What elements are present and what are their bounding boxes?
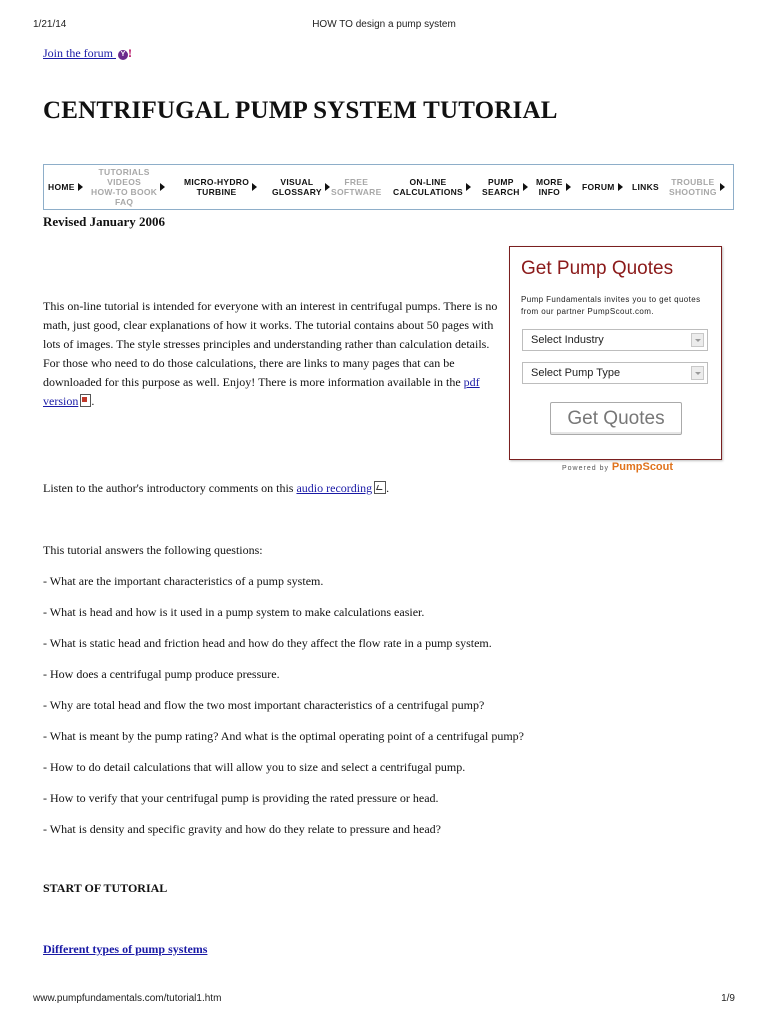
list-item: - What are the important characteristics of a pump system. xyxy=(43,574,324,588)
list-item: - Why are total head and flow the two most important characteristics of a centrifugal pump? xyxy=(43,698,485,712)
print-url: www.pumpfundamentals.com/tutorial1.htm xyxy=(33,993,222,1004)
nav-more-info[interactable] xyxy=(536,165,571,209)
chevron-down-icon xyxy=(691,366,704,380)
quotes-description: Pump Fundamentals invites you to get quotes from our partner PumpScout.com. xyxy=(521,295,701,316)
nav-arrow-icon xyxy=(566,183,571,191)
print-date: 1/21/14 xyxy=(33,19,67,30)
nav-troubleshooting-label: TROUBLE SHOOTING xyxy=(669,177,717,197)
select-pump-type-dropdown[interactable] xyxy=(522,362,708,384)
nav-visual-glossary[interactable] xyxy=(272,165,330,209)
nav-pump-search[interactable] xyxy=(482,165,528,209)
list-item: - What is static head and friction head and how do they affect the flow rate in a pump system. xyxy=(43,636,492,650)
select-industry-value: Select Industry xyxy=(531,334,604,346)
nav-free-software[interactable] xyxy=(331,165,382,209)
pdf-icon xyxy=(80,394,91,407)
revised-date: Revised January 2006 xyxy=(43,214,166,229)
intro-period: . xyxy=(91,394,95,408)
powered-by xyxy=(562,461,673,473)
nav-pump-search-label: PUMP SEARCH xyxy=(482,177,520,197)
nav-micro-hydro-label: MICRO-HYDRO TURBINE xyxy=(184,177,250,197)
audio-paragraph xyxy=(43,479,389,498)
list-item: - What is head and how is it used in a pump system to make calculations easier. xyxy=(43,605,425,619)
questions-intro: This tutorial answers the following questions: xyxy=(43,543,263,557)
nav-micro-hydro[interactable] xyxy=(184,165,257,209)
quotes-title: Get Pump Quotes xyxy=(521,258,674,279)
questions-list xyxy=(43,542,524,852)
nav-troubleshooting[interactable] xyxy=(669,165,725,209)
nav-forum-label: FORUM xyxy=(582,182,615,192)
pump-systems-link[interactable]: Different types of pump systems xyxy=(43,942,208,956)
print-title: HOW TO design a pump system xyxy=(312,19,456,30)
forum-badge-icon: Y xyxy=(118,50,128,60)
nav-tutorials-label: TUTORIALS VIDEOS HOW-TO BOOK FAQ xyxy=(91,167,158,207)
list-item: - How to do detail calculations that will allow you to size and select a centrifugal pump. xyxy=(43,760,466,774)
intro-text: This on-line tutorial is intended for everyone with an interest in centrifugal pumps. There is no math, just good, clear explanations of how it works. The tutorial contains about 50 pages with lots of images. The style stresses principles and understanding rather than calculation details. For those who need to do those calculations, there are links to many pages that can be downloaded for this purpose as well. Enjoy! There is more information available in the xyxy=(43,299,498,389)
nav-home[interactable] xyxy=(48,165,83,209)
nav-arrow-icon xyxy=(523,183,528,191)
nav-arrow-icon xyxy=(78,183,83,191)
list-item: - How to verify that your centrifugal pump is providing the rated pressure or head. xyxy=(43,791,439,805)
start-of-tutorial-heading: START OF TUTORIAL xyxy=(43,881,168,895)
select-industry-dropdown[interactable] xyxy=(522,329,708,351)
nav-more-info-label: MORE INFO xyxy=(536,177,563,197)
audio-recording-label: audio recording xyxy=(296,481,373,495)
listen-text: Listen to the author's introductory comments on this xyxy=(43,481,297,495)
nav-free-software-label: FREE SOFTWARE xyxy=(331,177,382,197)
list-item: - What is density and specific gravity and how do they relate to pressure and head? xyxy=(43,822,441,836)
audio-file-icon xyxy=(374,481,386,494)
list-item: - How does a centrifugal pump produce pressure. xyxy=(43,667,280,681)
nav-visual-glossary-label: VISUAL GLOSSARY xyxy=(272,177,322,197)
page-title: CENTRIFUGAL PUMP SYSTEM TUTORIAL xyxy=(43,97,558,124)
list-item: - What is meant by the pump rating? And what is the optimal operating point of a centrifugal pump? xyxy=(43,729,524,743)
nav-arrow-icon xyxy=(618,183,623,191)
powered-by-label: Powered by xyxy=(562,465,612,472)
nav-arrow-icon xyxy=(466,183,471,191)
join-forum-label: Join the forum xyxy=(43,46,116,60)
nav-forum[interactable] xyxy=(582,165,623,209)
nav-tutorials[interactable] xyxy=(91,165,165,209)
join-forum-link[interactable] xyxy=(43,46,128,60)
listen-period: . xyxy=(386,481,390,495)
nav-arrow-icon xyxy=(160,183,165,191)
pdf-version-label: pdf version xyxy=(43,375,480,408)
nav-links-label: LINKS xyxy=(632,182,659,192)
forum-exclaim: ! xyxy=(128,46,132,60)
select-pump-type-value: Select Pump Type xyxy=(531,367,621,379)
nav-home-label: HOME xyxy=(48,182,75,192)
nav-arrow-icon xyxy=(325,183,330,191)
nav-links[interactable] xyxy=(632,165,659,209)
nav-online-calculations[interactable] xyxy=(393,165,471,209)
nav-arrow-icon xyxy=(252,183,257,191)
nav-arrow-icon xyxy=(720,183,725,191)
intro-paragraph xyxy=(43,297,498,411)
nav-online-calculations-label: ON-LINE CALCULATIONS xyxy=(393,177,464,197)
get-quotes-button[interactable]: Get Quotes xyxy=(550,402,682,435)
audio-recording-link[interactable] xyxy=(296,481,386,495)
pumpscout-logo: PumpScout xyxy=(611,461,674,473)
print-page-number: 1/9 xyxy=(721,993,735,1004)
forum-link-row xyxy=(43,46,132,61)
pump-quotes-widget xyxy=(509,246,722,460)
chevron-down-icon xyxy=(691,333,704,347)
main-nav xyxy=(43,164,734,210)
